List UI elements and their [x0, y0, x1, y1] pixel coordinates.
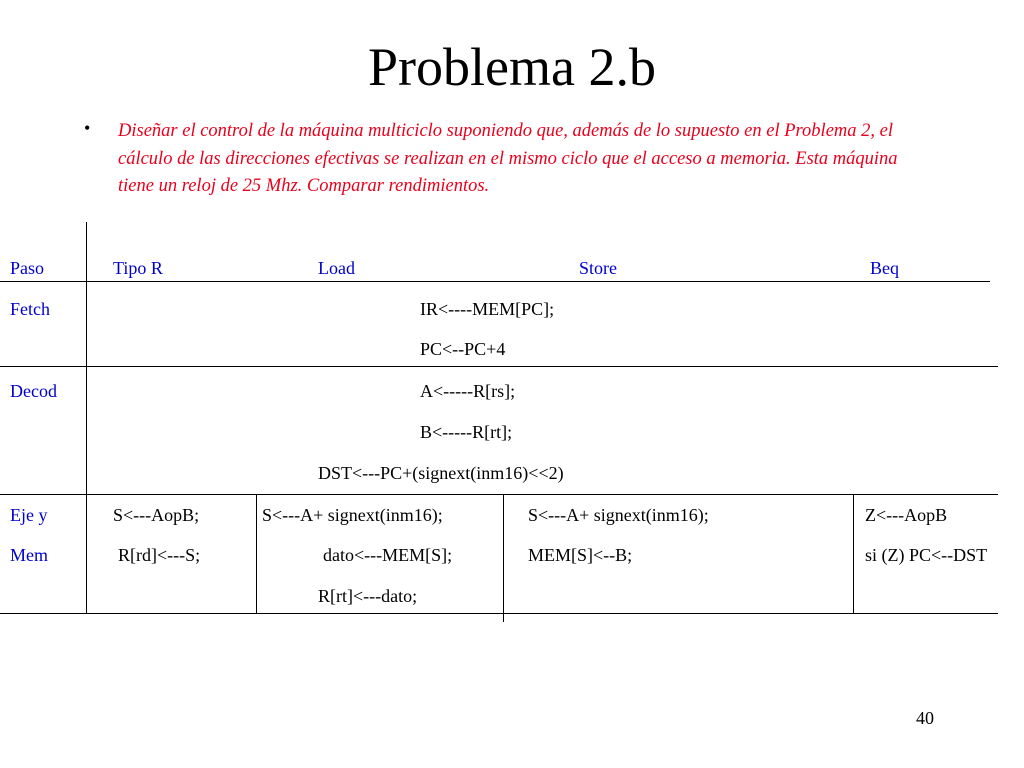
header-beq: Beq	[870, 258, 899, 278]
table-divider-load	[256, 494, 257, 613]
bullet-text: Diseñar el control de la máquina multiciclo suponiendo que, además de lo supuesto en el Problema 2, el cálculo de las direcciones efectivas se realizan en el mismo ciclo que el acceso a memoria. Esta máquina tiene un reloj de 25 Mhz. Comparar rendimientos.	[118, 121, 898, 196]
store-line-2: MEM[S]<--B;	[528, 545, 633, 565]
decod-line-3: DST<---PC+(signext(inm16)<<2)	[318, 463, 564, 483]
bullet-dot-icon: •	[84, 118, 91, 138]
page-number: 40	[916, 708, 934, 728]
load-line-2: dato<---MEM[S];	[323, 545, 453, 565]
beq-line-1: Z<---AopB	[865, 505, 948, 525]
table-rule-decod	[0, 494, 998, 495]
header-tipo-r: Tipo R	[113, 258, 163, 278]
slide-title: Problema 2.b	[368, 37, 656, 97]
table-rule-fetch	[0, 366, 998, 367]
tipo-r-line-1: S<---AopB;	[113, 505, 200, 525]
fetch-line-2: PC<--PC+4	[420, 339, 506, 359]
decod-line-2: B<-----R[rt];	[420, 422, 513, 442]
load-line-1: S<---A+ signext(inm16);	[262, 505, 443, 525]
fetch-line-1: IR<----MEM[PC];	[420, 299, 555, 319]
header-paso: Paso	[10, 258, 45, 278]
load-line-3: R[rt]<---dato;	[318, 586, 418, 606]
header-store: Store	[579, 258, 617, 278]
beq-line-2: si (Z) PC<--DST	[865, 545, 988, 565]
step-label-eje: Eje y	[10, 505, 48, 525]
step-label-decod: Decod	[10, 381, 57, 401]
table-rule-bottom	[0, 613, 998, 614]
table-divider-beq	[853, 494, 854, 613]
step-label-mem: Mem	[10, 545, 48, 565]
step-label-fetch: Fetch	[10, 299, 50, 319]
tipo-r-line-2: R[rd]<---S;	[118, 545, 201, 565]
header-load: Load	[318, 258, 355, 278]
store-line-1: S<---A+ signext(inm16);	[528, 505, 709, 525]
decod-line-1: A<-----R[rs];	[420, 381, 516, 401]
table-divider-store	[503, 494, 504, 622]
table-rule-header	[0, 281, 990, 282]
bullet-paragraph	[0, 116, 1024, 206]
